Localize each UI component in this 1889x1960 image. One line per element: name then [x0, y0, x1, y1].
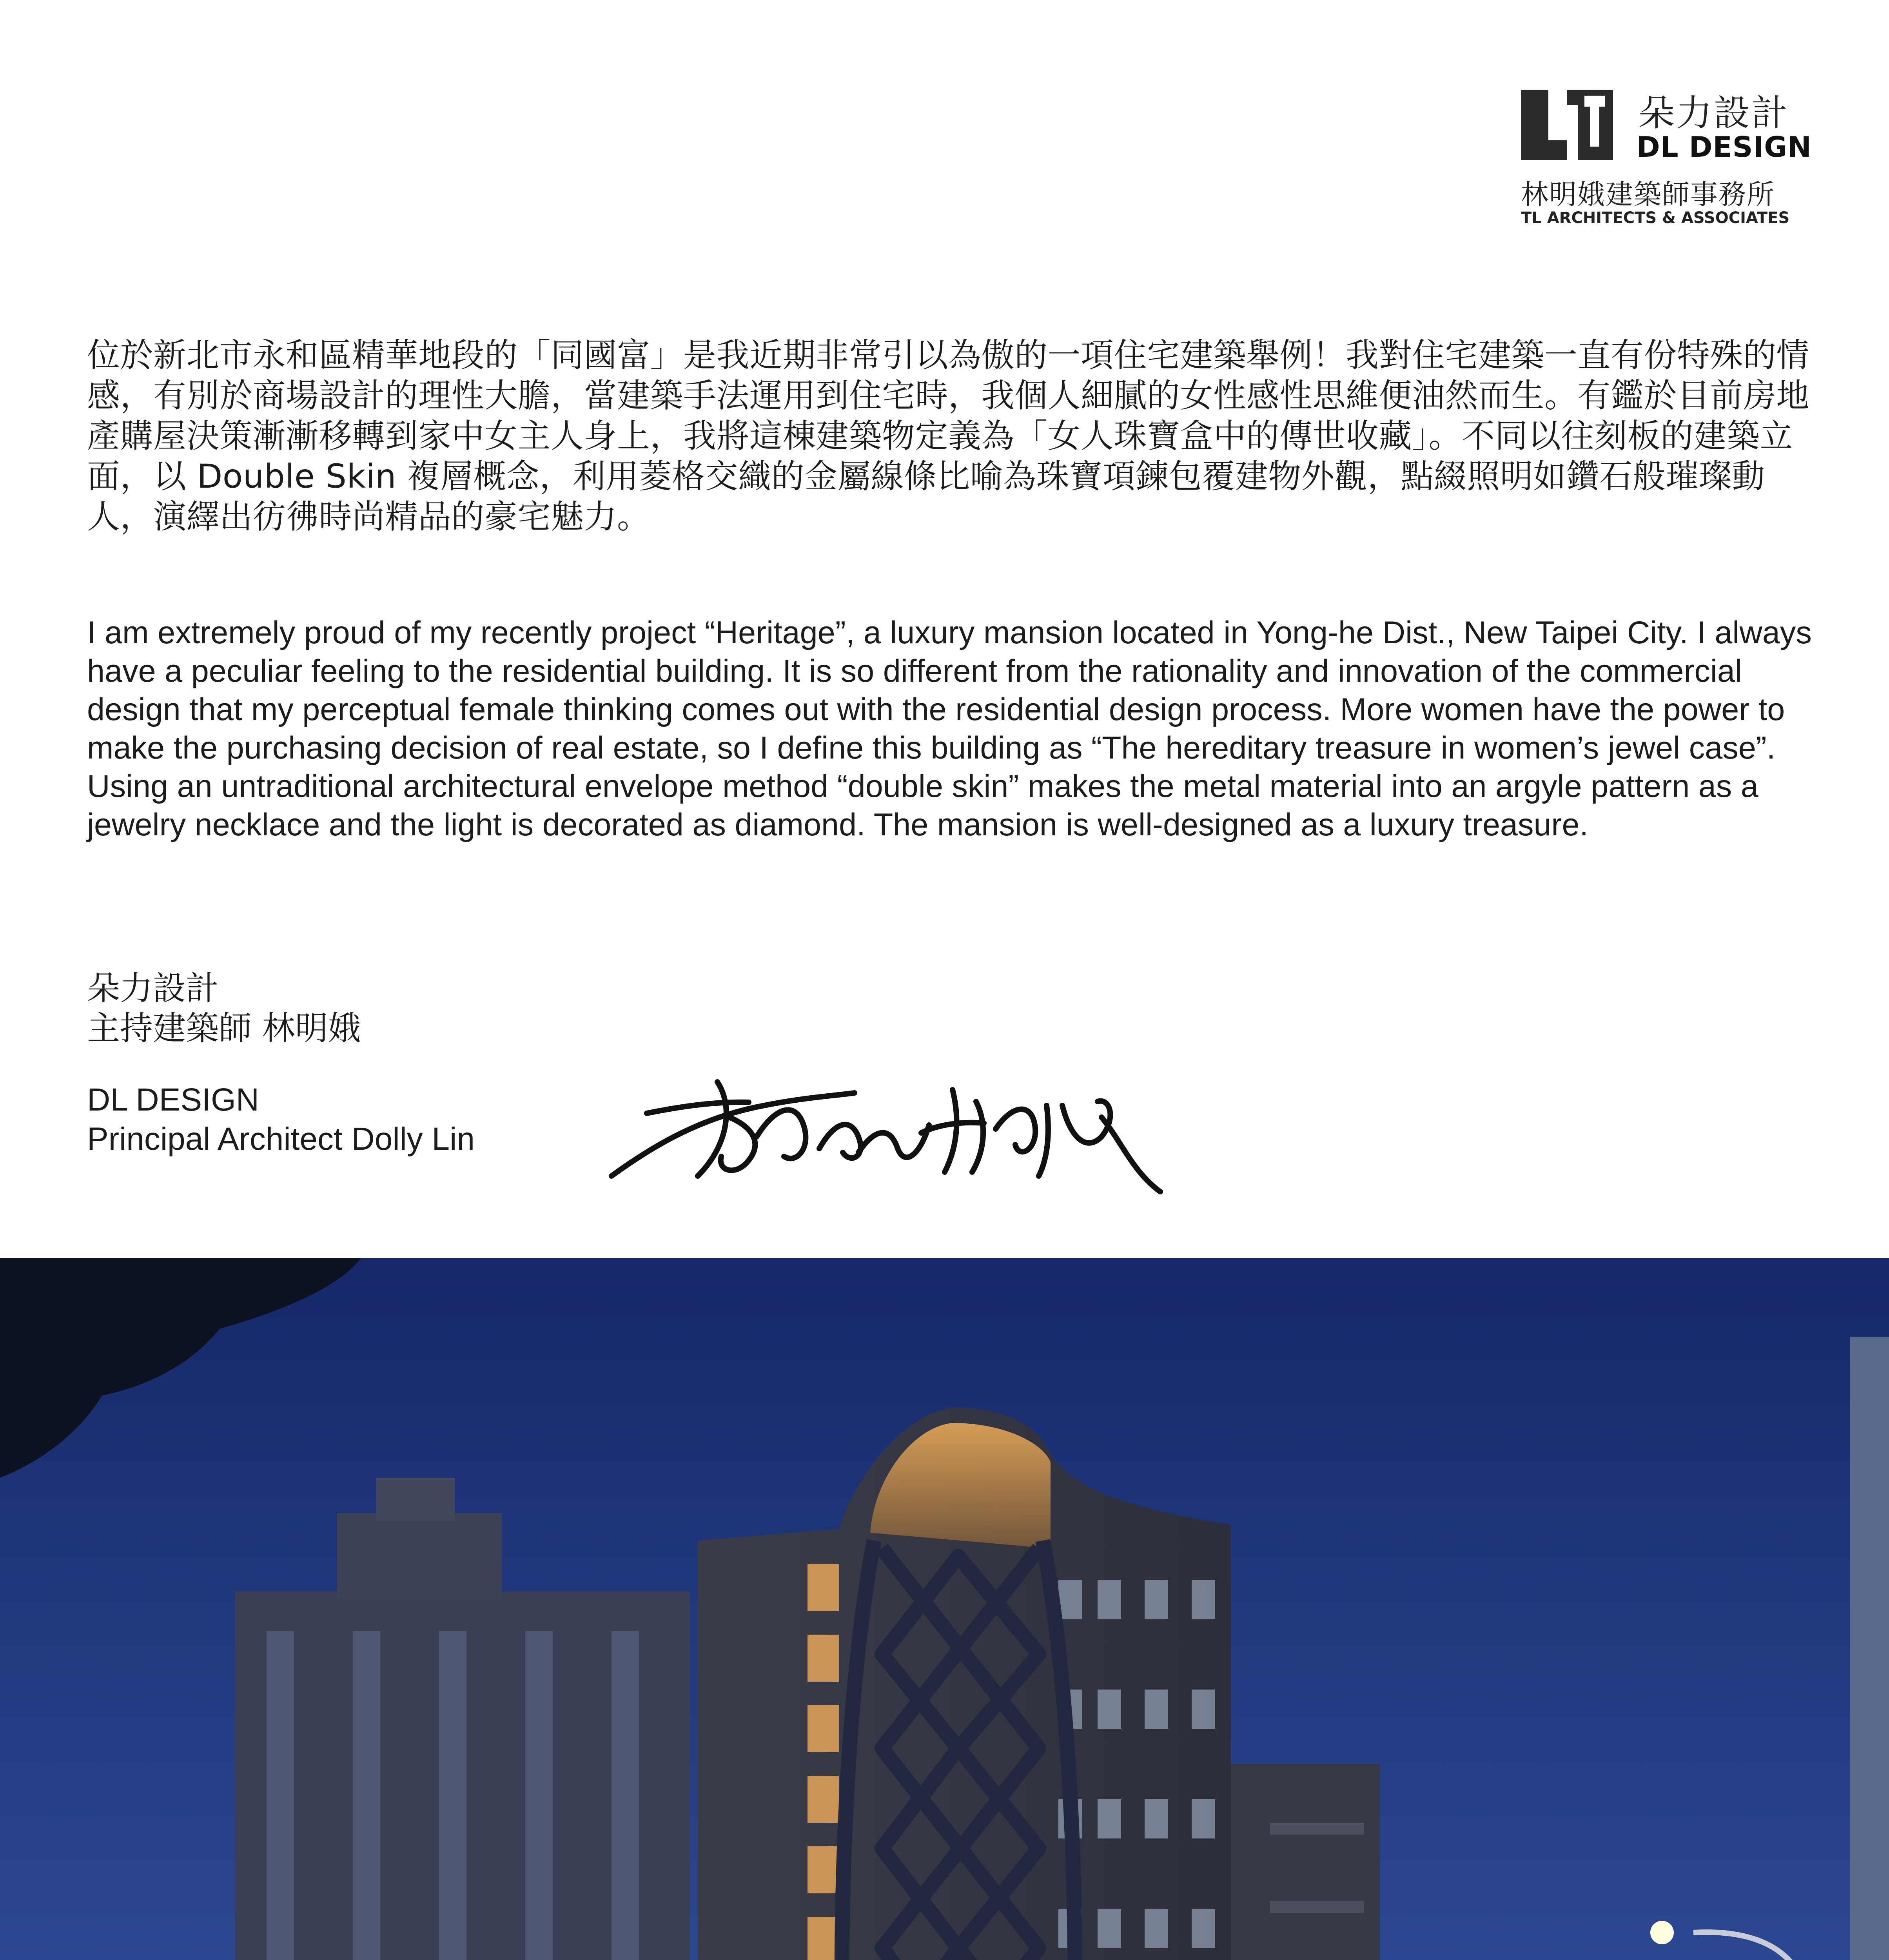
handwritten-signature: [600, 1058, 1199, 1200]
signoff-title-en: Principal Architect Dolly Lin: [87, 1121, 475, 1157]
signoff-block: [87, 968, 475, 1159]
intro-paragraph-cn: 位於新北市永和區精華地段的「同國富」是我近期非常引以為傲的一項住宅建築舉例！我對住宅建築一直有份特殊的情感，有別於商場設計的理性大膽，當建築手法運用到住宅時，我個人細膩的女性感性思維便油然而生。有鑑於目前房地產購屋決策漸漸移轉到家中女主人身上，我將這棟建築物定義為「女人珠寶盒中的傳世收藏」。不同以往刻板的建築立面，以 Double Skin 複層概念，利用菱格交織的金屬線條比喻為珠寶項鍊包覆建物外觀，點綴照明如鑽石般璀璨動人，演繹出彷彿時尚精品的豪宅魅力。: [87, 336, 1810, 536]
signoff-company-en: DL DESIGN: [87, 1082, 259, 1118]
brand-name-en: DL DESIGN: [1637, 131, 1812, 163]
signoff-title-cn: 主持建築師 林明娥: [87, 1009, 361, 1047]
building-rendering: [0, 1258, 1889, 1960]
intro-paragraph-en: I am extremely proud of my recently project “Heritage”, a luxury mansion located in Yong-he Dist., New Taipei City. I always have a peculiar feeling to the residential building. It is so different from the rationality and innovation of the commercial design that my perceptual female thinking comes out with the residential design process. More women have the power to make the purchasing decision of real estate, so I define this building as “The hereditary treasure in women’s jewel case”. Using an untraditional architectural envelope method “double skin” makes the metal material into an argyle pattern as a jewelry necklace and the light is decorated as diamond. The mansion is well-designed as a luxury treasure.: [87, 615, 1812, 842]
brand-name-cn: 朵力設計: [1639, 92, 1789, 134]
signoff-company-cn: 朵力設計: [87, 969, 219, 1007]
firm-name-en: TL ARCHITECTS & ASSOCIATES: [1521, 209, 1790, 227]
night-rendering-scene: [0, 1258, 1889, 1960]
dl-logo-icon: [1521, 90, 1613, 160]
company-logo: [1517, 84, 1812, 227]
firm-name-cn: 林明娥建築師事務所: [1521, 178, 1775, 211]
